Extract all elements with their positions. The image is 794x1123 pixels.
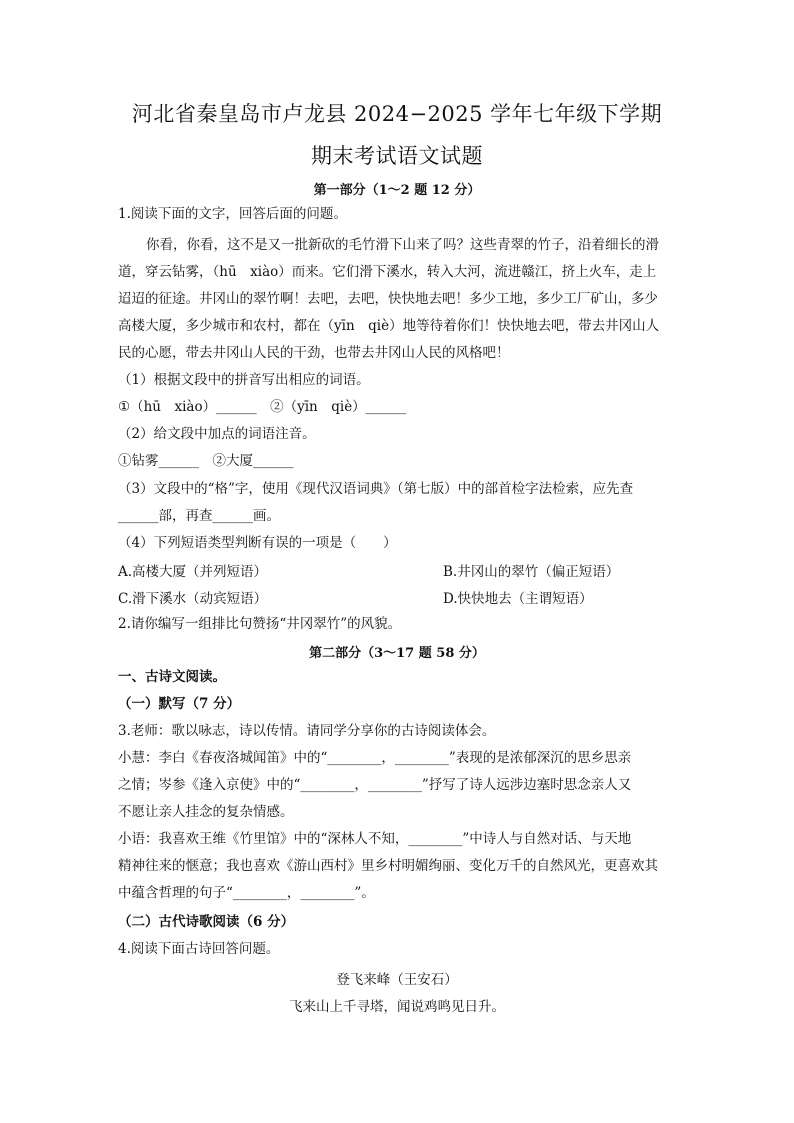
q1-sub1: （1）根据文段中的拼音写出相应的词语。: [118, 372, 370, 388]
q1-sub3-line1: （3）文段中的“格”字，使用《现代汉语词典》（第七版）中的部首检字法检索，应先查: [118, 481, 634, 497]
q1-sub4: （4）下列短语类型判断有误的一项是（ ）: [118, 535, 397, 551]
option-b: B.井冈山的翠竹（偏正短语）: [443, 564, 620, 580]
poem-title: 登飞来峰（王安石）: [336, 972, 458, 988]
q3-line: 小慧：李白《春夜洛城闻笛》中的“________，________”表现的是浓郁深沉的思乡思亲: [118, 750, 632, 766]
q3-line: 不愿让亲人挂念的复杂情感。: [118, 804, 294, 820]
part1-heading: 第一部分（1～2 题 12 分）: [313, 183, 481, 198]
q4-prompt: 4.阅读下面古诗回答问题。: [118, 941, 280, 957]
q1-sub1-answer: ①（hū xiào）______ ②（yīn qiè）______: [118, 399, 407, 415]
q3-line: 之情；岑参《逢入京使》中的“________，________”抒写了诗人远涉边塞时思念亲人又: [118, 777, 632, 793]
passage-line: 民的心愿，带去井冈山人民的干劲，也带去井冈山人民的风格吧！: [118, 345, 510, 361]
part2-heading: 第二部分（3～17 题 58 分）: [309, 646, 485, 661]
option-d: D.快快地去（主谓短语）: [443, 591, 593, 607]
passage-line: 道，穿云钻雾，（hū xiào）而来。它们滑下溪水，转入大河，流进赣江，挤上火车，走上: [118, 264, 657, 280]
subsection1-heading: （一）默写（7 分）: [118, 696, 241, 712]
q1-sub2-answer: ①钻雾______ ②大厦______: [118, 453, 294, 469]
q3-line: 小语：我喜欢王维《竹里馆》中的“深林人不知，________”中诗人与自然对话、与天地: [118, 831, 632, 847]
q1-prompt: 1.阅读下面的文字，回答后面的问题。: [118, 206, 347, 222]
passage-line: 高楼大厦，多少城市和农村，都在（yīn qiè）地等待着你们！快快地去吧，带去井冈山人: [118, 318, 660, 334]
q3-line: 精神往来的惬意；我也喜欢《游山西村》里乡村明媚绚丽、变化万千的自然风光，更喜欢其: [118, 858, 658, 874]
q1-sub2: （2）给文段中加点的词语注音。: [118, 426, 316, 442]
option-a: A.高楼大厦（并列短语）: [118, 564, 268, 580]
q2-prompt: 2.请你编写一组排比句赞扬“井冈翠竹”的风貌。: [118, 616, 402, 632]
exam-title-line2: 期末考试语文试题: [311, 144, 483, 168]
q1-sub3-line2: ______部，再查______画。: [118, 508, 280, 524]
passage-line: 迢迢的征途。井冈山的翠竹啊！去吧，去吧，快快地去吧！多少工地，多少工厂矿山，多少: [118, 291, 658, 307]
section1-heading: 一、古诗文阅读。: [118, 669, 226, 685]
option-c: C.滑下溪水（动宾短语）: [118, 591, 268, 607]
q3-line: 中蕴含哲理的句子“________，________”。: [118, 885, 375, 901]
exam-title-line1: 河北省秦皇岛市卢龙县 2024−2025 学年七年级下学期: [131, 102, 663, 126]
q3-intro: 3.老师：歌以咏志，诗以传情。请同学分享你的古诗阅读体会。: [118, 723, 496, 739]
poem-line: 飞来山上千寻塔，闻说鸡鸣见日升。: [289, 999, 505, 1015]
subsection2-heading: （二）古代诗歌阅读（6 分）: [118, 914, 295, 930]
passage-line: 你看，你看，这不是又一批新砍的毛竹滑下山来了吗？这些青翠的竹子，沿着细长的滑: [146, 237, 659, 253]
